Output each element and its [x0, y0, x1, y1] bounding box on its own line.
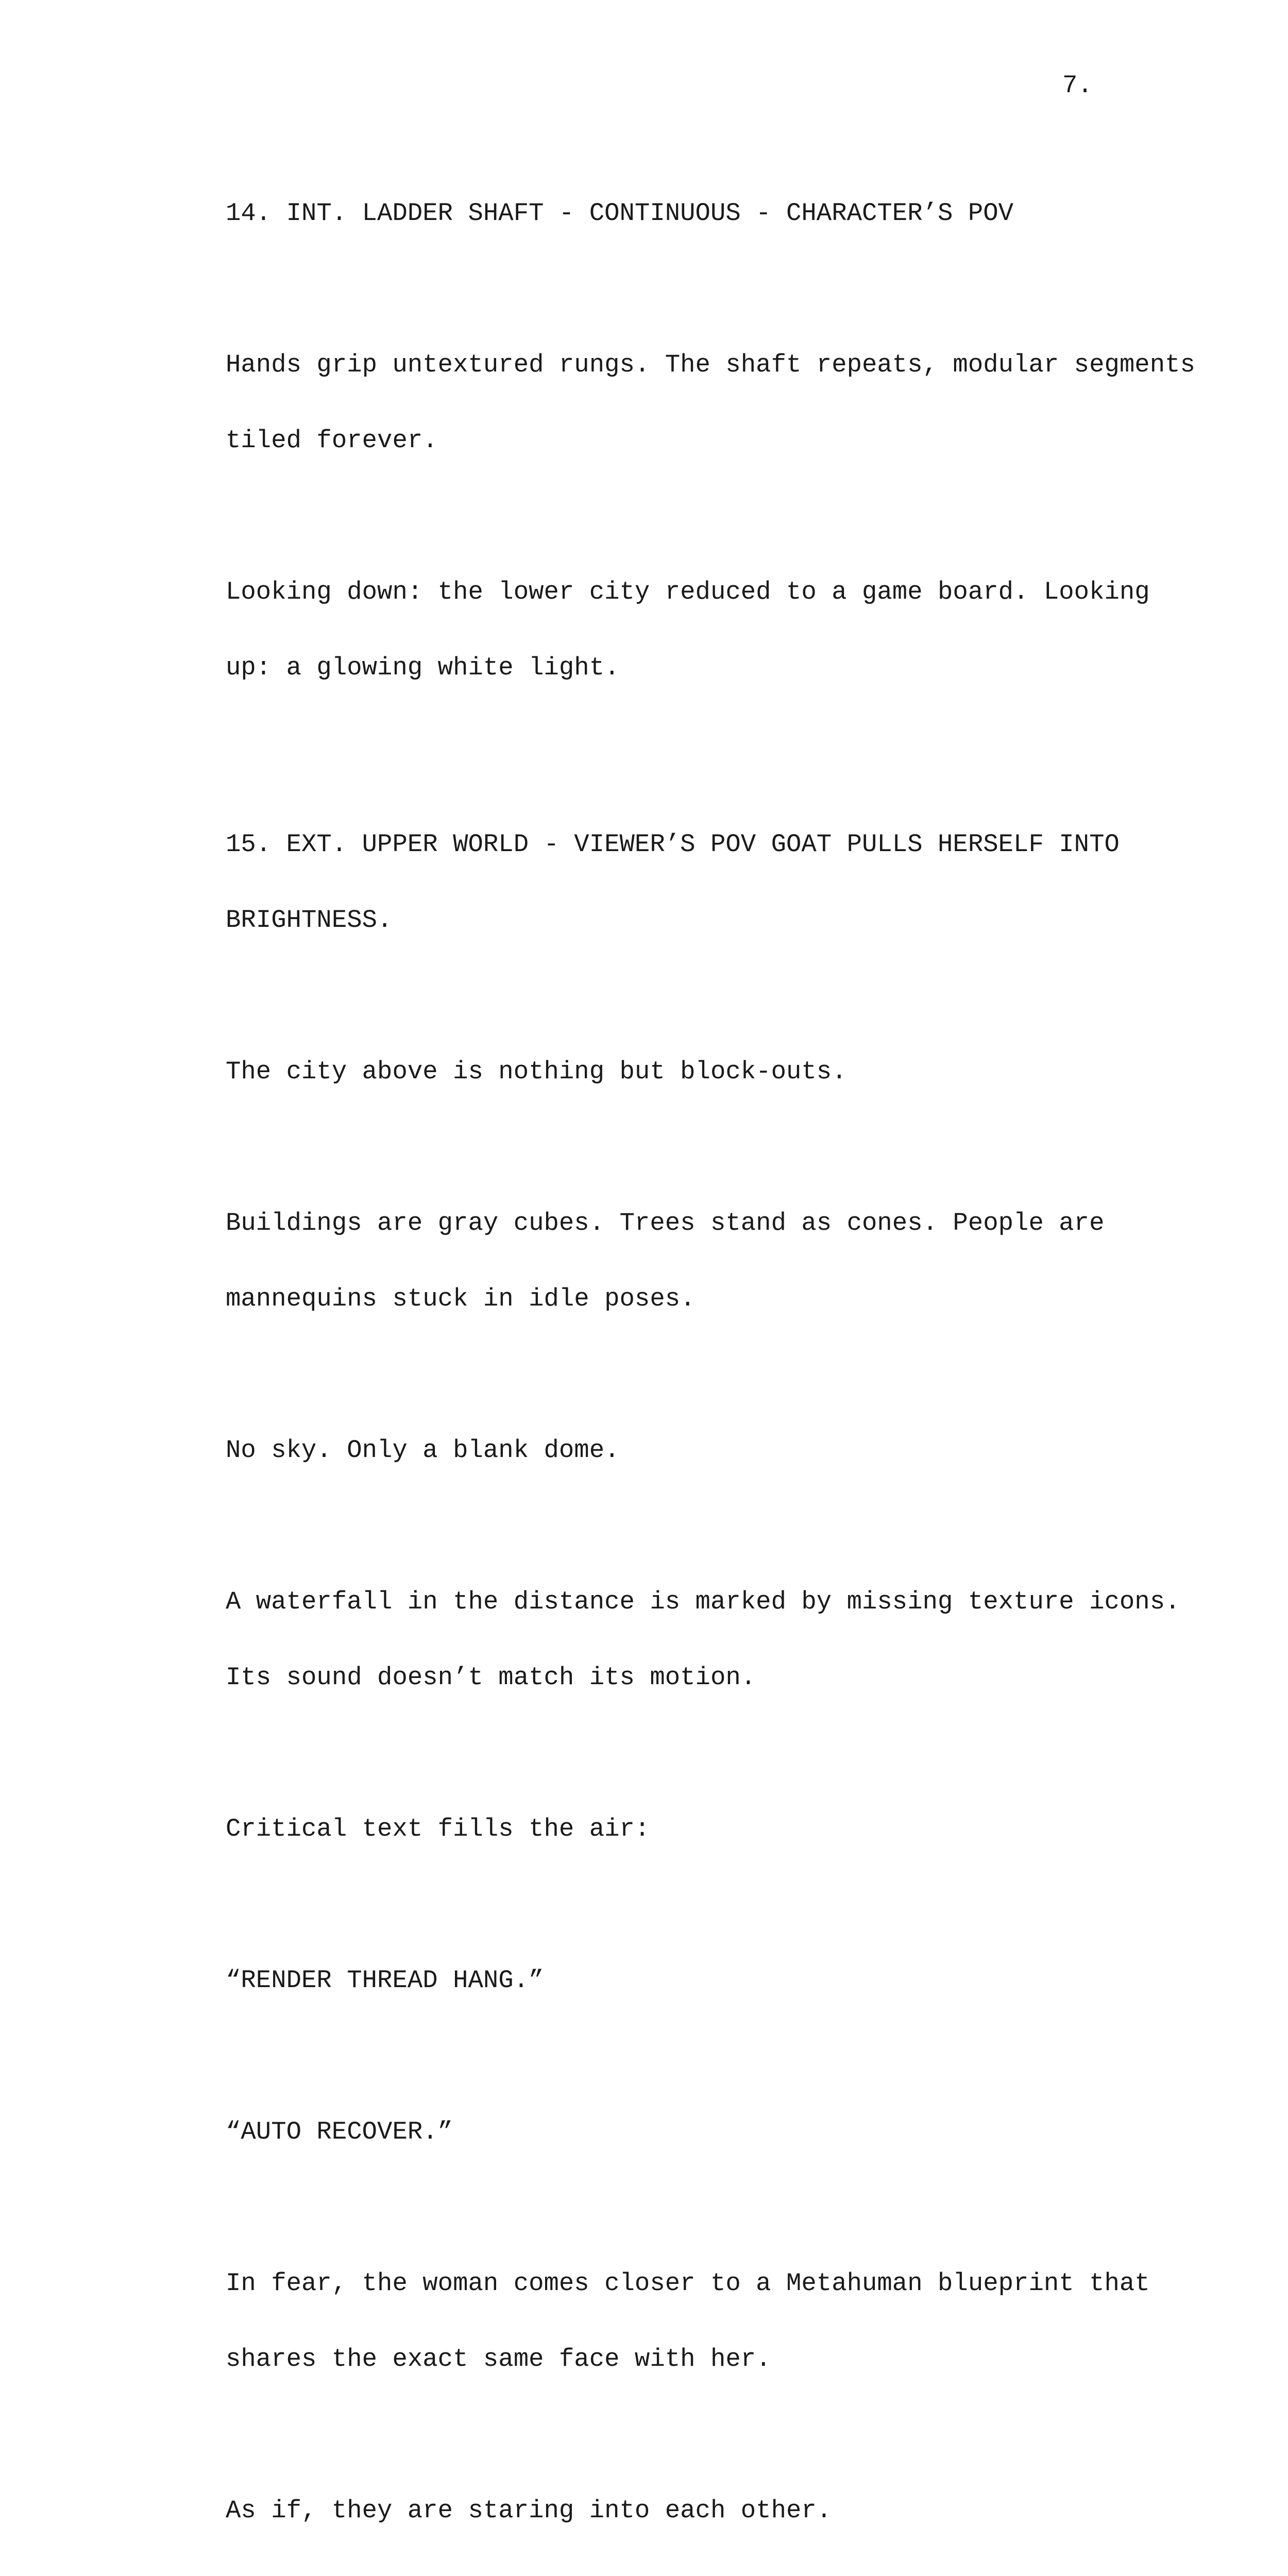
action-line: mannequins stuck in idle poses.	[226, 1284, 696, 1313]
action-paragraph	[226, 1539, 1220, 1741]
page-number: 7.	[1062, 71, 1093, 100]
scene-heading-text: 15. EXT. UPPER WORLD - VIEWER’S POV GOAT PULLS HERSELF INTO	[226, 830, 1120, 859]
action-line: A waterfall in the distance is marked by missing texture icons.	[226, 1587, 1180, 1616]
action-paragraph	[226, 529, 1220, 731]
scene-heading-15	[226, 782, 1220, 984]
action-line: No sky. Only a blank dome.	[226, 1436, 620, 1465]
action-line: The city above is nothing but block-outs.	[226, 1057, 847, 1086]
action-paragraph	[226, 302, 1220, 504]
scene-heading-text: BRIGHTNESS.	[226, 906, 393, 935]
action-line: tiled forever.	[226, 426, 438, 455]
action-line: Looking down: the lower city reduced to a game board. Looking	[226, 578, 1150, 606]
action-paragraph	[226, 1766, 1220, 1892]
action-paragraph	[226, 1387, 1220, 1514]
onscreen-text-line: “RENDER THREAD HANG.”	[226, 1966, 544, 1995]
onscreen-text-line: “AUTO RECOVER.”	[226, 2117, 453, 2146]
onscreen-text	[226, 1918, 1220, 2044]
action-line: Buildings are gray cubes. Trees stand as cones. People are	[226, 1209, 1105, 1238]
action-line: shares the exact same face with her.	[226, 2345, 771, 2374]
action-line: As if, they are staring into each other.	[226, 2496, 832, 2525]
action-paragraph	[226, 2448, 1220, 2574]
action-line: Its sound doesn’t match its motion.	[226, 1663, 756, 1692]
scene-heading-14	[226, 150, 1220, 277]
action-paragraph	[226, 1160, 1220, 1362]
screenplay-body	[226, 150, 1220, 2576]
action-line: In fear, the woman comes closer to a Metahuman blueprint that	[226, 2269, 1150, 2298]
action-paragraph	[226, 2221, 1220, 2422]
scene-heading-text: 14. INT. LADDER SHAFT - CONTINUOUS - CHARACTER’S POV	[226, 199, 1014, 228]
action-paragraph	[226, 1009, 1220, 1135]
action-line: Critical text fills the air:	[226, 1815, 650, 1843]
onscreen-text	[226, 2069, 1220, 2195]
action-line: Hands grip untextured rungs. The shaft repeats, modular segments	[226, 350, 1195, 379]
action-line: up: a glowing white light.	[226, 653, 620, 682]
